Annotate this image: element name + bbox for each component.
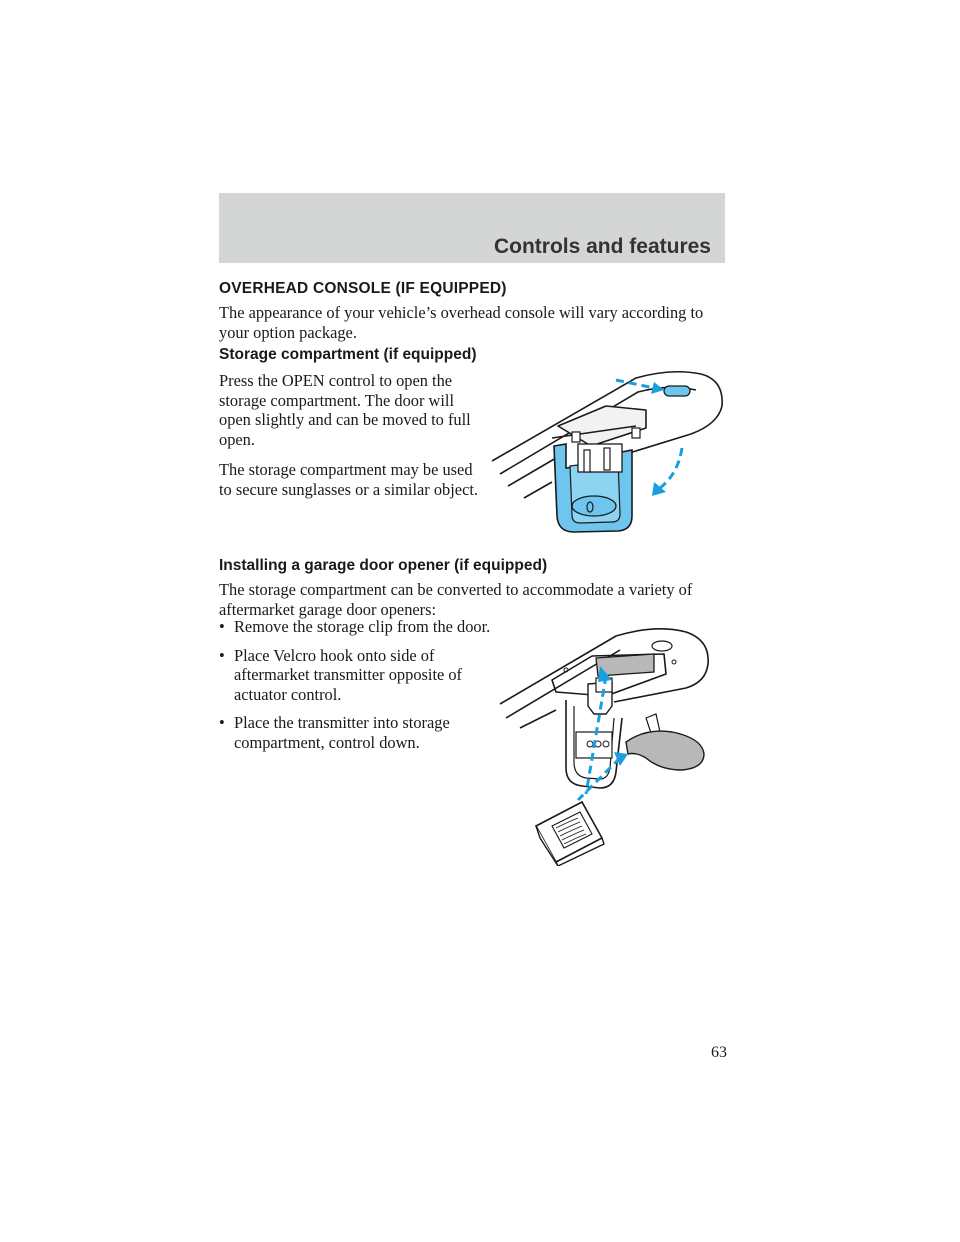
open-control-icon bbox=[664, 386, 690, 396]
bullet-icon: • bbox=[219, 617, 225, 636]
section-header-bar bbox=[219, 193, 725, 263]
storage-compartment-heading: Storage compartment (if equipped) bbox=[219, 346, 477, 363]
garage-instructions-list bbox=[219, 617, 494, 761]
garage-opener-illustration bbox=[496, 622, 728, 866]
page-number: 63 bbox=[711, 1044, 727, 1061]
overhead-console-heading: OVERHEAD CONSOLE (IF EQUIPPED) bbox=[219, 280, 507, 297]
garage-door-opener-heading: Installing a garage door opener (if equipped) bbox=[219, 557, 548, 574]
storage-compartment-paragraph-1: Press the OPEN control to open the storage compartment. The door will open slightly and can be moved to full open. bbox=[219, 371, 471, 449]
bullet-icon: • bbox=[219, 713, 225, 732]
section-title: Controls and features bbox=[493, 235, 711, 258]
sunglasses-clip-icon bbox=[626, 731, 704, 770]
garage-door-opener-intro: The storage compartment can be converted to accommodate a variety of aftermarket garage door openers: bbox=[219, 580, 693, 619]
list-item: • Remove the storage clip from the door. bbox=[219, 617, 491, 636]
list-item: • Place Velcro hook onto side of aftermarket transmitter opposite of actuator control. bbox=[219, 645, 463, 704]
storage-compartment-illustration bbox=[486, 366, 726, 536]
list-item: • Place the transmitter into storage compartment, control down. bbox=[219, 713, 450, 752]
storage-compartment-paragraph-2: The storage compartment may be used to secure sunglasses or a similar object. bbox=[219, 460, 478, 499]
overhead-console-intro: The appearance of your vehicle’s overhead console will vary according to your option package. bbox=[219, 303, 704, 342]
transmitter-icon bbox=[536, 802, 604, 866]
bullet-icon: • bbox=[219, 645, 225, 665]
